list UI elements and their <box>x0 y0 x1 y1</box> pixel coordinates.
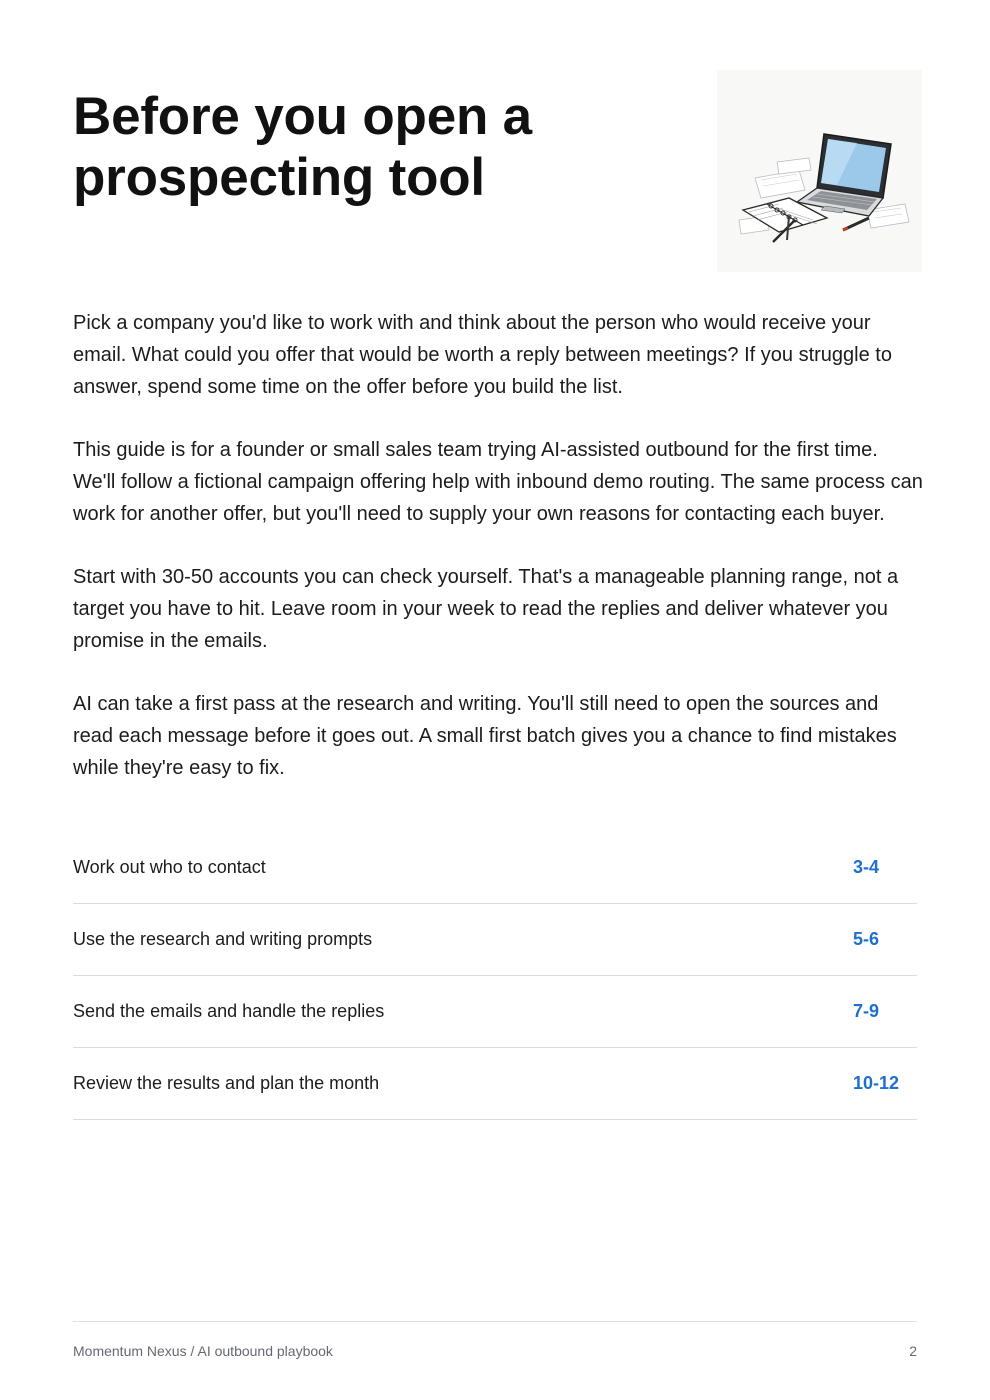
toc-row-prompts[interactable] <box>73 904 917 976</box>
toc-page-link[interactable]: 3-4 <box>853 857 880 877</box>
footer-source: Momentum Nexus / AI outbound playbook <box>73 1343 333 1359</box>
toc-row-who-to-contact[interactable] <box>73 832 917 904</box>
table-of-contents <box>73 832 917 1120</box>
laptop-notebook-illustration-icon <box>717 70 922 272</box>
toc-row-send-emails[interactable] <box>73 976 917 1048</box>
footer-divider <box>73 1321 917 1322</box>
intro-paragraph-2: This guide is for a founder or small sales team trying AI-assisted outbound for the first time. We'll follow a fictional campaign offering help with inbound demo routing. The same process can work for another offer, but you'll need to supply your own reasons for contacting each buyer. <box>73 439 923 525</box>
intro-body <box>73 307 923 815</box>
intro-paragraph-4: AI can take a first pass at the research and writing. You'll still need to open the sources and read each message before it goes out. A small first batch gives you a chance to find mistakes while they're easy to fix. <box>73 693 897 779</box>
toc-label: Work out who to contact <box>73 857 266 877</box>
intro-paragraph-1: Pick a company you'd like to work with and think about the person who would receive your email. What could you offer that would be worth a reply between meetings? If you struggle to answer, spend some time on the offer before you build the list. <box>73 312 892 398</box>
toc-page-link[interactable]: 7-9 <box>853 1001 880 1021</box>
toc-row-review-results[interactable] <box>73 1048 917 1120</box>
toc-page-link[interactable]: 10-12 <box>853 1073 900 1093</box>
page-title: Before you open a prospecting tool <box>73 87 532 207</box>
toc-page-link[interactable]: 5-6 <box>853 929 880 949</box>
intro-paragraph-3: Start with 30-50 accounts you can check yourself. That's a manageable planning range, not a target you have to hit. Leave room in your week to read the replies and deliver whatever you promise in the emails. <box>73 566 899 652</box>
toc-label: Review the results and plan the month <box>73 1073 380 1093</box>
toc-label: Send the emails and handle the replies <box>73 1001 385 1021</box>
footer-page-number: 2 <box>909 1343 917 1359</box>
toc-label: Use the research and writing prompts <box>73 929 373 949</box>
